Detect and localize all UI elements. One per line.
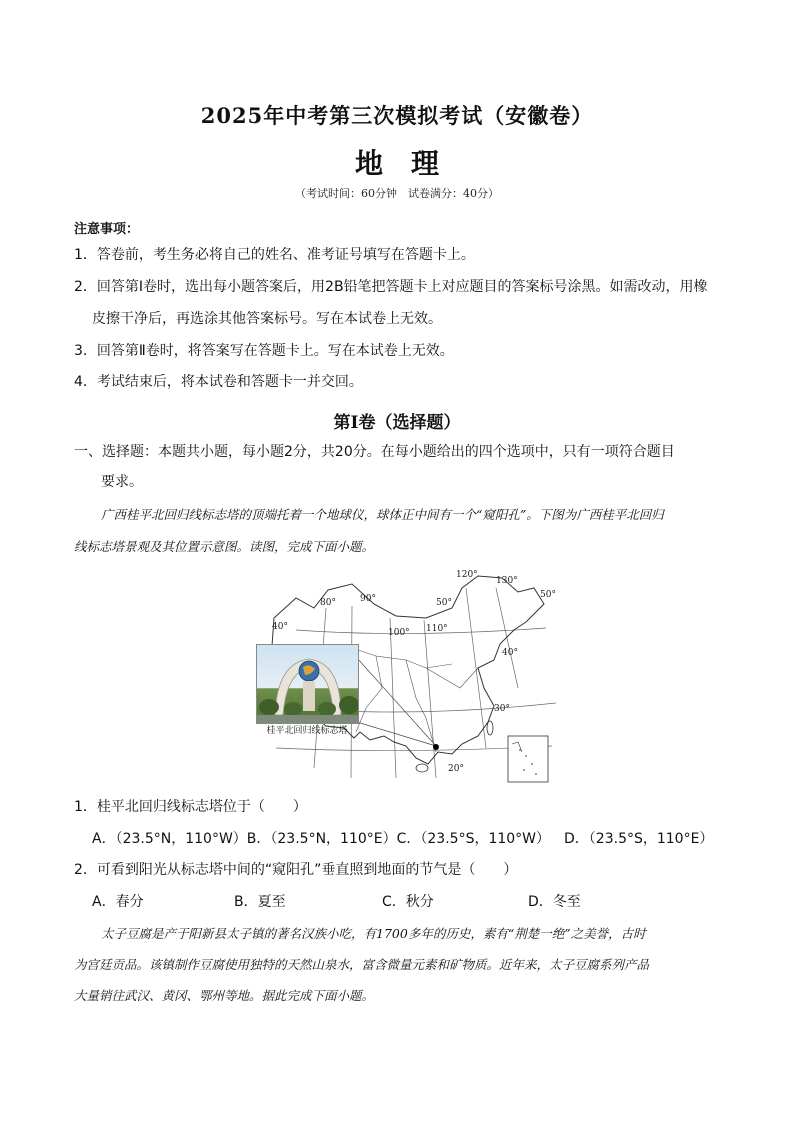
exam-title: 2025年中考第三次模拟考试（安徽卷） xyxy=(200,103,594,128)
option-a[interactable]: A．（23.5°N，110°W） xyxy=(92,831,247,847)
degree-label: 20° xyxy=(448,764,464,774)
notice-heading: 注意事项： xyxy=(74,222,140,237)
degree-label: 100° xyxy=(388,628,410,638)
passage-text: 大量销往武汉、黄冈、鄂州等地。据此完成下面小题。 xyxy=(74,988,375,1003)
notice-item: 3．回答第Ⅱ卷时，将答案写在答题卡上。写在本试卷上无效。 xyxy=(74,343,454,359)
question-options xyxy=(92,829,713,849)
degree-label: 40° xyxy=(502,648,518,658)
question-stem: 1．桂平北回归线标志塔位于（ ） xyxy=(74,799,307,815)
degree-label: 50° xyxy=(540,590,556,600)
section-heading: 第Ⅰ卷（选择题） xyxy=(333,413,461,433)
degree-label: 40° xyxy=(272,622,288,632)
notice-item: 1．答卷前，考生务必将自己的姓名、准考证号填写在答题卡上。 xyxy=(74,247,475,263)
option-b[interactable]: B．（23.5°N，110°E） xyxy=(246,831,397,847)
passage-text: 线标志塔景观及其位置示意图。读图，完成下面小题。 xyxy=(74,539,375,554)
option-d[interactable]: D．（23.5°S，110°E） xyxy=(564,831,714,847)
south-china-sea-inset xyxy=(508,736,548,782)
degree-label: 90° xyxy=(360,594,376,604)
degree-label: 110° xyxy=(426,624,448,634)
notice-item: 皮擦干净后，再选涂其他答案标号。写在本试卷上无效。 xyxy=(92,311,442,327)
passage-text: 为宫廷贡品。该镇制作豆腐使用独特的天然山泉水，富含微量元素和矿物质。近年来，太子豆腐系列产品 xyxy=(74,957,650,972)
figure-caption: 桂平北回归线标志塔 xyxy=(266,726,348,736)
notice-item: 4．考试结束后，将本试卷和答题卡一并交回。 xyxy=(74,374,363,390)
degree-label: 30° xyxy=(494,704,510,714)
china-map-figure xyxy=(256,568,562,788)
passage-text: 太子豆腐是产于阳新县太子镇的著名汉族小吃，有1700多年的历史，素有“荆楚一绝”之美誉，古时 xyxy=(101,926,646,941)
option-c[interactable]: C．秋分 xyxy=(382,894,434,910)
tower-location-dot xyxy=(433,744,439,750)
option-a[interactable]: A．春分 xyxy=(92,894,144,910)
section-instruction: 要求。 xyxy=(101,474,143,490)
exam-info: （考试时间：60分钟 试卷满分：40分） xyxy=(295,187,499,200)
degree-label: 50° xyxy=(436,598,452,608)
degree-label: 120° xyxy=(456,570,478,580)
notice-item: 2．回答第Ⅰ卷时，选出每小题答案后，用2B铅笔把答题卡上对应题目的答案标号涂黑。如需改动，用橡 xyxy=(74,279,708,295)
section-instruction: 一、选择题：本题共小题，每小题2分，共20分。在每小题给出的四个选项中，只有一项符合题目 xyxy=(74,444,675,460)
option-d[interactable]: D．冬至 xyxy=(528,894,581,910)
question-stem: 2．可看到阳光从标志塔中间的“窥阳孔”垂直照到地面的节气是（ ） xyxy=(74,862,518,878)
degree-label: 130° xyxy=(496,576,518,586)
option-c[interactable]: C．（23.5°S，110°W） xyxy=(396,831,551,847)
tower-photo xyxy=(256,644,359,724)
degree-label: 80° xyxy=(320,598,336,608)
subject-title: 地理 xyxy=(354,147,467,180)
option-b[interactable]: B．夏至 xyxy=(234,894,286,910)
passage-text: 广西桂平北回归线标志塔的顶端托着一个地球仪，球体正中间有一个“窥阳孔”。下图为广西桂平北回归 xyxy=(101,507,664,522)
